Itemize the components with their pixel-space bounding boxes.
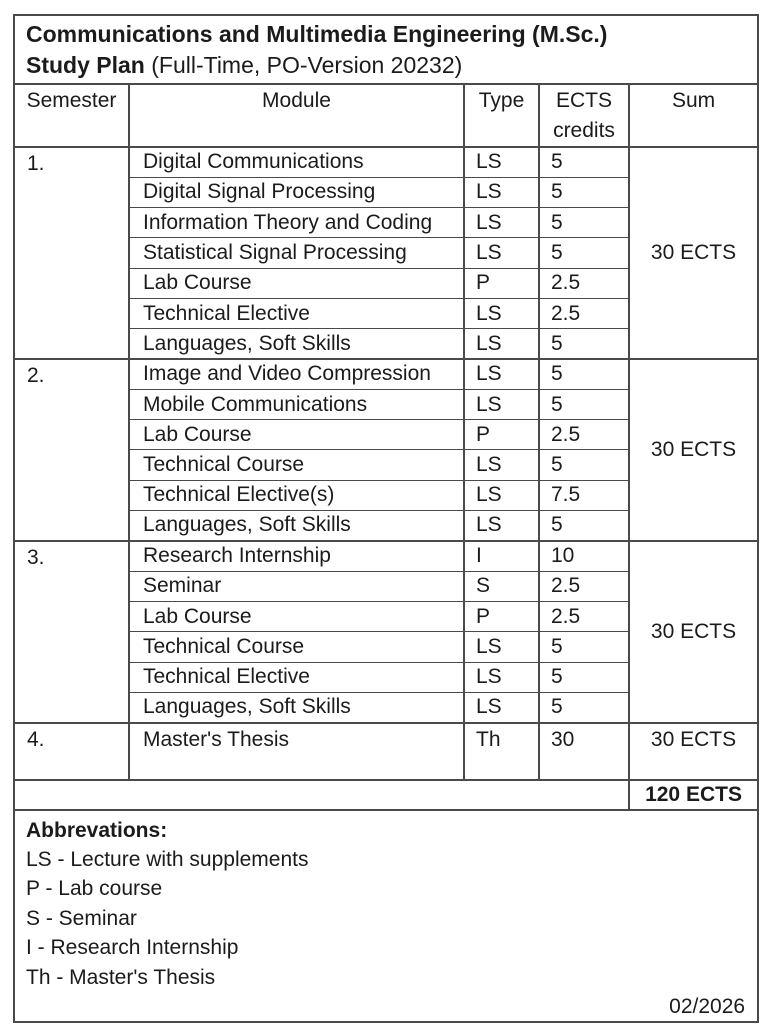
ects-cell: 2.5 xyxy=(539,601,629,631)
module-cell: Technical Course xyxy=(129,450,464,480)
ects-cell: 5 xyxy=(539,389,629,419)
abbreviation-item: P - Lab course xyxy=(26,877,163,901)
ects-cell: 5 xyxy=(539,208,629,238)
abbreviation-item: S - Seminar xyxy=(26,906,137,930)
table-row xyxy=(14,147,758,177)
table-row xyxy=(14,723,758,780)
ects-cell: 5 xyxy=(539,632,629,662)
total-row xyxy=(14,780,758,810)
type-cell: LS xyxy=(464,632,539,662)
type-cell: LS xyxy=(464,662,539,692)
type-cell: LS xyxy=(464,389,539,419)
abbreviations-heading: Abbrevations: xyxy=(26,818,168,842)
module-cell: Lab Course xyxy=(129,601,464,631)
type-cell: LS xyxy=(464,208,539,238)
ects-cell: 5 xyxy=(539,329,629,359)
title-block xyxy=(14,15,758,84)
module-cell: Technical Elective(s) xyxy=(129,480,464,510)
table-row xyxy=(14,359,758,389)
ects-cell: 30 xyxy=(539,723,629,780)
abbreviations-cell xyxy=(14,810,758,1023)
semester-sum: 30 ECTS xyxy=(629,723,758,780)
module-cell: Master's Thesis xyxy=(129,723,464,780)
ects-cell: 2.5 xyxy=(539,298,629,328)
type-cell: P xyxy=(464,420,539,450)
module-cell: Research Internship xyxy=(129,541,464,571)
ects-cell: 7.5 xyxy=(539,480,629,510)
type-cell: S xyxy=(464,571,539,601)
type-cell: LS xyxy=(464,511,539,541)
version-date: 02/2026 xyxy=(669,995,746,1019)
total-ects: 120 ECTS xyxy=(629,780,758,810)
ects-cell: 10 xyxy=(539,541,629,571)
page-subtitle xyxy=(26,50,747,81)
type-cell: LS xyxy=(464,692,539,722)
type-cell: LS xyxy=(464,450,539,480)
ects-cell: 2.5 xyxy=(539,571,629,601)
ects-cell: 5 xyxy=(539,238,629,268)
module-cell: Digital Communications xyxy=(129,147,464,177)
semester-label: 4. xyxy=(14,723,129,780)
abbreviations-block xyxy=(14,810,758,1023)
study-plan-table xyxy=(13,14,759,1023)
module-cell: Languages, Soft Skills xyxy=(129,692,464,722)
column-header-sum: Sum xyxy=(629,84,758,147)
column-header-ects xyxy=(539,84,629,147)
abbreviation-item: Th - Master's Thesis xyxy=(26,965,216,989)
semester-label: 1. xyxy=(14,147,129,359)
module-cell: Technical Course xyxy=(129,632,464,662)
type-cell: LS xyxy=(464,329,539,359)
title-cell xyxy=(14,15,758,84)
ects-cell: 5 xyxy=(539,511,629,541)
ects-cell: 5 xyxy=(539,177,629,207)
type-cell: LS xyxy=(464,177,539,207)
column-header-semester: Semester xyxy=(14,84,129,147)
subtitle-bold: Study Plan xyxy=(26,52,145,78)
type-cell: LS xyxy=(464,359,539,389)
total-spacer-cell xyxy=(14,780,629,810)
module-cell: Mobile Communications xyxy=(129,389,464,419)
type-cell: I xyxy=(464,541,539,571)
abbreviation-item: I - Research Internship xyxy=(26,936,239,960)
type-cell: LS xyxy=(464,480,539,510)
ects-cell: 2.5 xyxy=(539,420,629,450)
type-cell: P xyxy=(464,268,539,298)
semester-label: 3. xyxy=(14,541,129,723)
module-cell: Technical Elective xyxy=(129,298,464,328)
module-cell: Seminar xyxy=(129,571,464,601)
ects-header-line2: credits xyxy=(553,119,615,142)
ects-cell: 5 xyxy=(539,692,629,722)
module-cell: Information Theory and Coding xyxy=(129,208,464,238)
type-cell: Th xyxy=(464,723,539,780)
page-title: Communications and Multimedia Engineering (M.Sc.) xyxy=(26,21,608,47)
ects-cell: 5 xyxy=(539,450,629,480)
module-cell: Image and Video Compression xyxy=(129,359,464,389)
ects-cell: 5 xyxy=(539,359,629,389)
module-cell: Languages, Soft Skills xyxy=(129,511,464,541)
module-cell: Digital Signal Processing xyxy=(129,177,464,207)
module-cell: Technical Elective xyxy=(129,662,464,692)
column-header-type: Type xyxy=(464,84,539,147)
module-cell: Lab Course xyxy=(129,420,464,450)
subtitle-rest: (Full-Time, PO-Version 20232) xyxy=(144,52,463,78)
type-cell: LS xyxy=(464,147,539,177)
ects-cell: 2.5 xyxy=(539,268,629,298)
type-cell: LS xyxy=(464,238,539,268)
abbreviation-item: LS - Lecture with supplements xyxy=(26,848,309,872)
header-row xyxy=(14,84,758,147)
type-cell: P xyxy=(464,601,539,631)
column-header-module: Module xyxy=(129,84,464,147)
semester-sum: 30 ECTS xyxy=(629,359,758,541)
module-cell: Languages, Soft Skills xyxy=(129,329,464,359)
module-cell: Lab Course xyxy=(129,268,464,298)
semester-label: 2. xyxy=(14,359,129,541)
type-cell: LS xyxy=(464,298,539,328)
table-row xyxy=(14,541,758,571)
semester-sum: 30 ECTS xyxy=(629,541,758,723)
ects-cell: 5 xyxy=(539,662,629,692)
semester-sum: 30 ECTS xyxy=(629,147,758,359)
ects-header-line1: ECTS xyxy=(555,89,612,112)
module-cell: Statistical Signal Processing xyxy=(129,238,464,268)
ects-cell: 5 xyxy=(539,147,629,177)
